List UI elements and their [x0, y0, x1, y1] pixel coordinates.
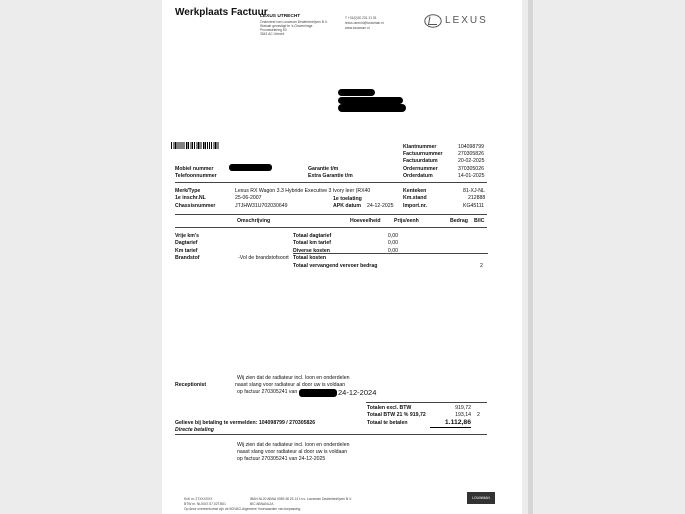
col-prijs: Prijs/eenh	[394, 218, 419, 224]
louwman-badge: LOUWMAN	[467, 492, 495, 504]
label-klantnummer: Klantnummer	[403, 144, 437, 150]
value-kmstand: 212888	[468, 195, 486, 201]
item-dagtarief: Dagtarief	[175, 240, 198, 246]
label-import: Import.nr.	[403, 203, 427, 209]
totals-row-value: 0,00	[387, 233, 398, 239]
label-garantie: Garantie t/m	[308, 166, 339, 172]
label-telefoon: Telefoonnummer	[175, 173, 217, 179]
remark-overlap-line-3: op factuur 270305241 van	[237, 389, 298, 395]
invoice-page	[162, 0, 522, 514]
dealer-line-4: 3543 AC Utrecht	[260, 32, 285, 36]
value-kenteken: 81-XJ-NL	[463, 188, 485, 194]
payment-reference: Gelieve bij betaling te vermelden: 104098799 / 270305826	[175, 420, 316, 426]
dealer-email: lexus.utrecht@louwman.nl	[345, 21, 384, 25]
label-kenteken: Kenteken	[403, 188, 427, 194]
remark-line-1: Wij zien dat de radiateur incl. loon en onderdelen	[237, 442, 350, 448]
barcode	[171, 142, 219, 149]
lexus-logo-text: LEXUS	[445, 15, 488, 26]
total-betalen-label: Totaal te betalen	[367, 420, 408, 426]
document-title: Werkplaats Factuur	[175, 7, 268, 18]
redaction	[338, 89, 375, 96]
dealer-web: www.louwman.nl	[345, 26, 370, 30]
value-import: KG45111	[463, 203, 485, 209]
col-omschrijving: Omschrijving	[237, 218, 271, 224]
divider	[175, 227, 487, 228]
item-km-tarief: Km tarief	[175, 248, 198, 254]
totals-row-label: Totaal kosten	[293, 255, 327, 261]
label-ordernummer: Ordernummer	[403, 166, 438, 172]
divider	[293, 253, 488, 254]
receptionist-label: Receptionist	[175, 382, 207, 388]
remark-overlap-line-2: naast slang voor radiateur al door uw is voldaan	[235, 382, 346, 388]
footer-conditions: Op deze overeenkomst zijn de BOVAG-Algemene Voorwaarden van toepassing	[184, 507, 301, 511]
label-extra-garantie: Extra Garantie t/m	[308, 173, 353, 179]
brandstof-text: -Vol de brandstofsoort	[238, 255, 289, 261]
dealer-name: LEXUS UTRECHT	[260, 14, 301, 19]
footer-iban: IBAN NL20 ABNA 0069 48 25 14 t.n.v. Louwman Dealerbedrijven B.V.	[250, 497, 352, 501]
total-betalen-value: 1.112,86	[430, 419, 471, 428]
dealer-line-3: Proostwetering 53	[260, 28, 287, 32]
label-merk: Merk/Type	[175, 188, 201, 194]
redaction	[338, 104, 406, 112]
label-mobiel: Mobiel nummer	[175, 166, 214, 172]
footer-bic: BIC ABNANL2A	[250, 502, 274, 506]
col-hoeveelheid: Hoeveelheid	[350, 218, 381, 224]
remark-line-3: op factuur 270305241 van 24-12-2025	[237, 456, 326, 462]
footer-kvk: KvK nr. 27XXXXXX	[184, 497, 213, 501]
label-chassis: Chassisnummer	[175, 203, 216, 209]
value-inschr: 25-06-2007	[235, 195, 262, 201]
totals-row-label: Totaal dagtarief	[293, 233, 332, 239]
value-ordernummer: 370305026	[458, 166, 484, 172]
totals-row-label: Diverse kosten	[293, 248, 330, 254]
dealer-phone: T +31(0)30 231 21 51	[345, 16, 377, 20]
value-klantnummer: 104098799	[458, 144, 484, 150]
col-bedrag: Bedrag	[450, 218, 468, 224]
totals-row-value: 0,00	[387, 248, 398, 254]
dealer-line-2: Statuair gevestigd te 's-Gravenhage	[260, 24, 313, 28]
value-apk: 24-12-2025	[367, 203, 394, 209]
dealer-line-1: Onderdeel van Louwman Dealerbedrijven B.V.	[260, 20, 328, 24]
vervangend-code: 2	[480, 263, 483, 269]
lexus-logo	[424, 13, 500, 34]
footer-btw: BTW nr. NL0047.57.02T.B01	[184, 502, 226, 506]
value-orderdatum: 14-01-2025	[458, 173, 485, 179]
redaction	[338, 97, 403, 104]
remark-overlap-date: 24-12-2024	[338, 388, 377, 397]
label-inschr: 1e inschr.NL	[175, 195, 206, 201]
vervangend-label: Totaal vervangend vervoer bedrag	[293, 263, 378, 269]
divider	[366, 402, 487, 403]
total-btw-value: 193,14	[455, 412, 471, 418]
total-excl-label: Totalen excl. BTW	[367, 405, 412, 411]
divider	[175, 182, 487, 183]
label-apk: APK datum	[333, 203, 361, 209]
value-chassis: JTJHW31U702030649	[235, 203, 288, 209]
label-factuurnummer: Factuurnummer	[403, 151, 443, 157]
label-orderdatum: Orderdatum	[403, 173, 433, 179]
label-factuurdatum: Factuurdatum	[403, 158, 438, 164]
remark-line-2: naast slang voor radiateur al door uw is voldaan	[237, 449, 348, 455]
col-bic: B/IC	[474, 218, 485, 224]
label-toelating: 1e toelating	[333, 196, 362, 202]
payment-method: Directe betaling	[175, 427, 214, 433]
total-btw-code: 2	[477, 412, 480, 418]
label-kmstand: Km.stand	[403, 195, 427, 201]
value-factuurdatum: 20-02-2025	[458, 158, 485, 164]
divider	[175, 434, 487, 435]
divider	[175, 214, 487, 215]
value-factuurnummer: 270305826	[458, 151, 484, 157]
totals-row-value: 0,00	[387, 240, 398, 246]
scrollbar-track[interactable]	[528, 0, 533, 514]
value-merk: Lexus RX Wagon 3.3 Hybride Executive 3 Ivory leer (RX40	[235, 188, 371, 194]
redaction	[299, 389, 337, 397]
total-btw-label: Totaal BTW 21 % 919,72	[367, 412, 426, 418]
total-excl-value: 919,72	[455, 405, 471, 411]
redaction	[229, 164, 272, 171]
item-vrije-km: Vrije km's	[175, 233, 200, 239]
totals-row-label: Totaal km tarief	[293, 240, 331, 246]
remark-overlap-line-1: Wij zien dat de radiateur incl. loon en onderdelen	[237, 375, 350, 381]
item-brandstof: Brandstof	[175, 255, 200, 261]
